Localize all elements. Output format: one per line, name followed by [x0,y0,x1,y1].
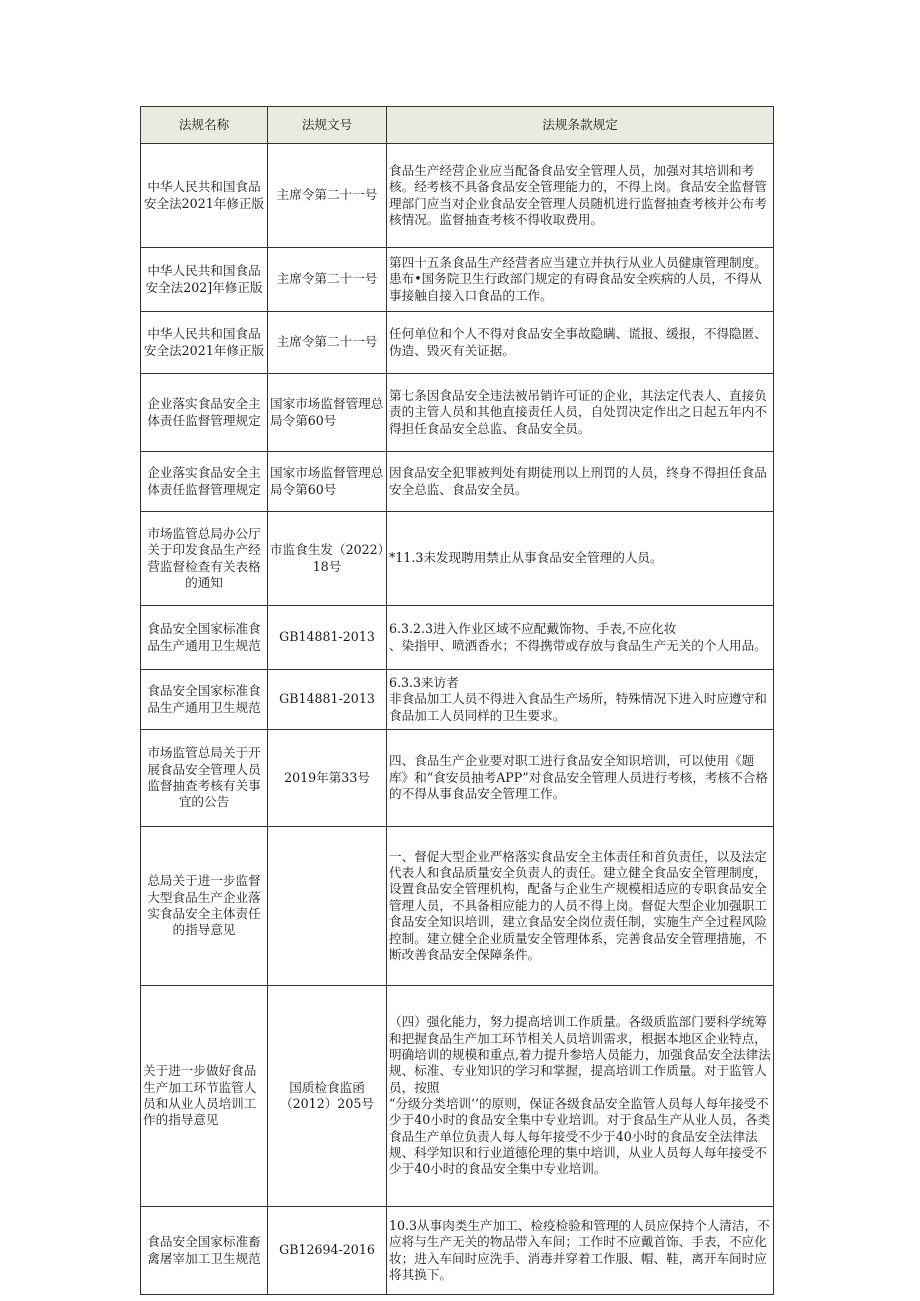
header-law-number: 法规文号 [268,107,387,144]
law-name-cell: 食品安全国家标准食品生产通用卫生规范 [141,670,268,730]
table-row [141,730,774,827]
law-clause-cell: 6.3.2.3进入作业区域不应配戴饰物、手表,不应化妆 、染指甲、喷洒香水；不得携带或存放与食品生产无关的个人用品。 [387,606,774,670]
table-row [141,1207,774,1295]
table-row [141,452,774,512]
table-row [141,827,774,986]
table-row [141,986,774,1207]
law-number-cell: GB12694-2016 [268,1207,387,1295]
law-name-cell: 食品安全国家标准食品生产通用卫生规范 [141,606,268,670]
law-number-cell: GB14881-2013 [268,606,387,670]
table-row [141,312,774,374]
law-name-cell: 总局关于进一步监督大型食品生产企业落实食品安全主体责任的指导意见 [141,827,268,986]
law-number-cell: GB14881-2013 [268,670,387,730]
law-clause-cell: 第七条因食品安全违法被吊销许可证的企业，其法定代表人、直接负责的主管人员和其他直接责任人员，自处罚决定作出之日起五年内不得担任食品安全总监、食品安全员。 [387,374,774,452]
table-row [141,144,774,248]
law-name-cell: 中华人民共和国食品安全法2021年修正版 [141,144,268,248]
law-clause-cell: 10.3从事肉类生产加工、检疫检验和管理的人员应保持个人清洁，不应将与生产无关的物品带入车间；工作时不应戴首饰、手表，不应化妆；进入车间时应洗手、消毒并穿着工作服、帽、鞋，离开车间时应将其换下。 [387,1207,774,1295]
law-number-cell: 市监食生发（2022）18号 [268,512,387,606]
law-clause-cell: 因食品安全犯罪被判处有期徒刑以上刑罚的人员，终身不得担任食品安全总监、食品安全员。 [387,452,774,512]
law-name-cell: 企业落实食品安全主体责任监督管理规定 [141,452,268,512]
law-number-cell: 2019年第33号 [268,730,387,827]
law-number-cell: 主席令第二十一号 [268,312,387,374]
law-number-cell: 国家市场监督管理总局令第60号 [268,452,387,512]
table-row [141,512,774,606]
header-law-clause: 法规条款规定 [387,107,774,144]
law-name-cell: 中华人民共和国食品安全法202]年修正版 [141,248,268,312]
law-name-cell: 关于进一步做好食品生产加工环节监管人员和从业人员培训工作的指导意见 [141,986,268,1207]
regulations-table [140,106,774,1295]
table-header-row [141,107,774,144]
law-clause-cell: （四）强化能力，努力提高培训工作质量。各级质监部门要科学统筹和把握食品生产加工环节相关人员培训需求，根据本地区企业特点，明确培训的规模和重点,着力提升参培人员能力，加强食品安全法律法规、标准、专业知识的学习和掌握，提高培训工作质量。对于监管人员，按照 “分级分类培训’’的原则，保证各级食品安全监管人员每人每年接受不少于40小时的食品安全集中专业培训。对于食品生产从业人员，各类食品生产单位负责人每人每年接受不少于40小时的食品安全法律法规、科学知识和行业道德伦理的集中培训，从业人员每人每年接受不少于40小时的食品安全集中专业培训。 [387,986,774,1207]
law-name-cell: 食品安全国家标准畜禽屠宰加工卫生规范 [141,1207,268,1295]
law-clause-cell: *11.3未发现聘用禁止从事食品安全管理的人员。 [387,512,774,606]
law-name-cell: 市场监管总局办公厅关于印发食品生产经营监督检查有关表格的通知 [141,512,268,606]
table-row [141,248,774,312]
law-clause-cell: 食品生产经营企业应当配备食品安全管理人员，加强对其培训和考核。经考核不具备食品安全管理能力的，不得上岗。食品安全监督管理部门应当对企业食品安全管理人员随机进行监督抽查考核并公布考核情况。监督抽查考核不得收取费用。 [387,144,774,248]
law-name-cell: 市场监管总局关于开展食品安全管理人员监督抽查考核有关事宜的公告 [141,730,268,827]
table-row [141,670,774,730]
law-name-cell: 企业落实食品安全主体责任监督管理规定 [141,374,268,452]
law-clause-cell: 一、督促大型企业严格落实食品安全主体责任和首负责任，以及法定代表人和食品质量安全负责人的责任。建立健全食品安全管理制度，设置食品安全管理机构，配备与企业生产规模相适应的专职食品安全管理人员，不具备相应能力的人员不得上岗。督促大型企业加强职工食品安全知识培训，建立食品安全岗位责任制，实施生产全过程风险控制。建立健全企业质量安全管理体系，完善食品安全管理措施，不断改善食品安全保障条件。 [387,827,774,986]
law-clause-cell: 任何单位和个人不得对食品安全事故隐瞒、谎报、缓报，不得隐匿、伪造、毁灭有关证据。 [387,312,774,374]
table-row [141,374,774,452]
law-number-cell: 国家市场监督管理总局令第60号 [268,374,387,452]
law-name-cell: 中华人民共和国食品安全法2021年修正版 [141,312,268,374]
law-clause-cell: 第四十五条食品生产经营者应当建立并执行从业人员健康管理制度。患布•国务院卫生行政部门规定的有碍食品安全疾病的人员，不得从事接触自接入口食品的工作。 [387,248,774,312]
law-number-cell: 主席令第二十一号 [268,248,387,312]
table-row [141,606,774,670]
law-clause-cell: 四、食品生产企业要对职工进行食品安全知识培训，可以使用《题库》和“食安员抽考APP”对食品安全管理人员进行考核，考核不合格的不得从事食品安全管理工作。 [387,730,774,827]
law-number-cell [268,827,387,986]
law-number-cell: 国质检食监函（2012）205号 [268,986,387,1207]
header-law-name: 法规名称 [141,107,268,144]
law-number-cell: 主席令第二十一号 [268,144,387,248]
law-clause-cell: 6.3.3来访者 非食品加工人员不得进入食品生产场所，特殊情况下进入时应遵守和食品加工人员同样的卫生要求。 [387,670,774,730]
